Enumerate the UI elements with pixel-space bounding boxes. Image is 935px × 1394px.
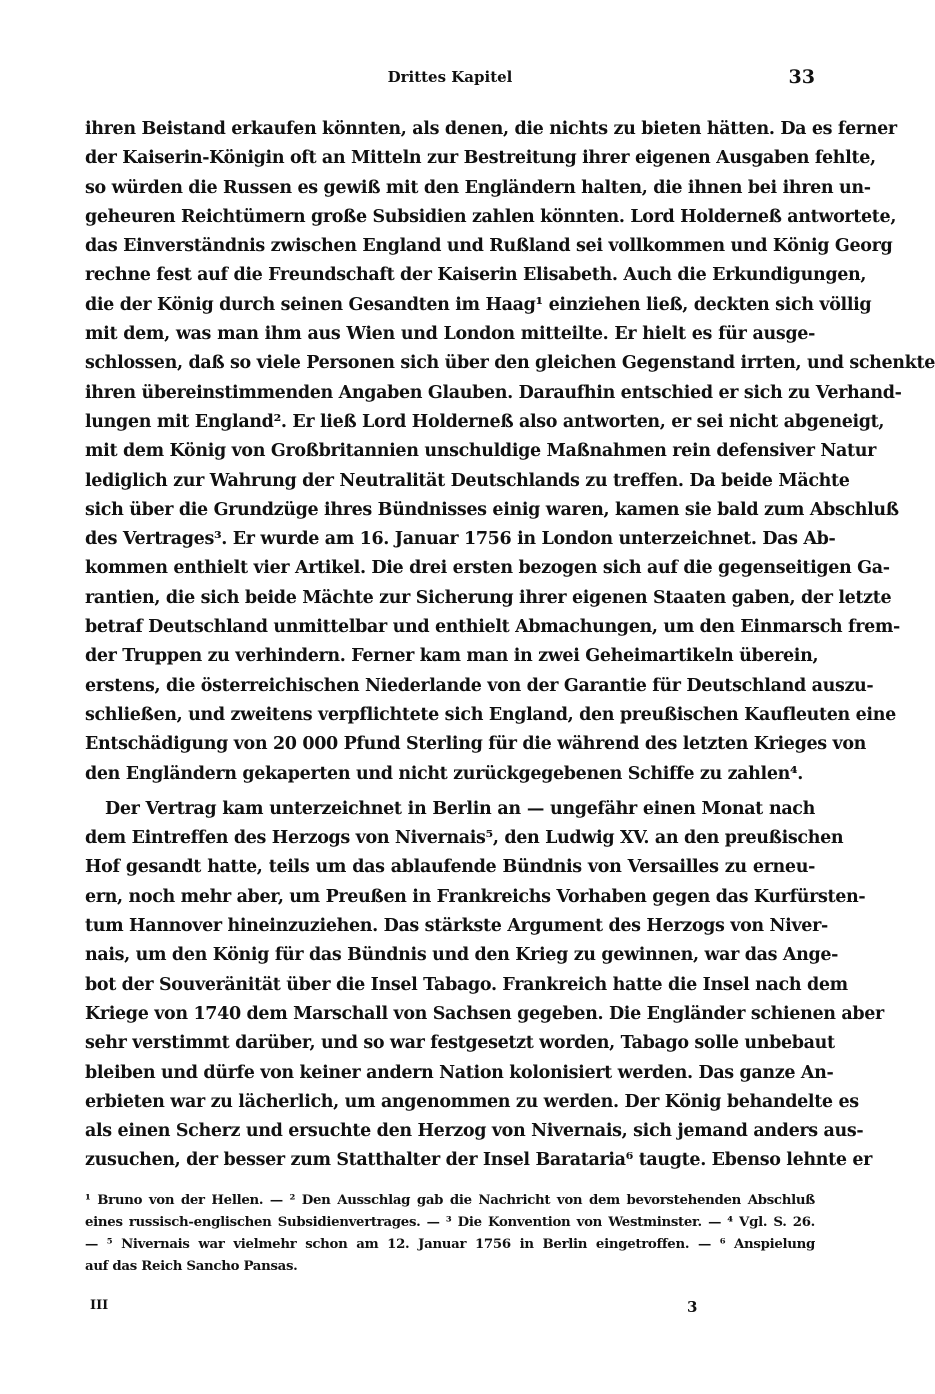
footnote-line: — ⁵ Nivernais war vielmehr schon am 12. Januar 1756 in Berlin eingetroffen. — ⁶ Anspielung [85, 1237, 815, 1252]
footnote-line: auf das Reich Sancho Pansas. [85, 1259, 298, 1274]
text-line: lediglich zur Wahrung der Neutralität Deutschlands zu treffen. Da beide Mächte [85, 470, 850, 491]
text-line: so würden die Russen es gewiß mit den Engländern halten, die ihnen bei ihren un- [85, 177, 871, 198]
text-line: die der König durch seinen Gesandten im Haag¹ einziehen ließ, deckten sich völlig [85, 294, 872, 315]
text-line: rantien, die sich beide Mächte zur Sicherung ihrer eigenen Staaten gaben, der letzte [85, 587, 892, 608]
text-line: sich über die Grundzüge ihres Bündnisses einig waren, kamen sie bald zum Abschluß [85, 499, 899, 520]
signature-mark-roman: III [90, 1298, 109, 1313]
footnote-line: eines russisch-englischen Subsidienvertrages. — ³ Die Konvention von Westminster. — ⁴ Vgl. S. 26. [85, 1215, 815, 1230]
text-line: zusuchen, der besser zum Statthalter der Insel Barataria⁶ taugte. Ebenso lehnte er [85, 1150, 873, 1171]
text-line: schlossen, daß so viele Personen sich über den gleichen Gegenstand irrten, und schenkte [85, 353, 935, 374]
text-line: mit dem König von Großbritannien unschuldige Maßnahmen rein defensiver Natur [85, 441, 876, 462]
text-line: Der Vertrag kam unterzeichnet in Berlin an — ungefähr einen Monat nach [105, 798, 815, 819]
text-line: der Truppen zu verhindern. Ferner kam man in zwei Geheimartikeln überein, [85, 646, 819, 667]
text-line: erstens, die österreichischen Niederlande von der Garantie für Deutschland auszu- [85, 675, 874, 696]
text-line: als einen Scherz und ersuchte den Herzog von Nivernais, sich jemand anders aus- [85, 1121, 864, 1142]
text-line: das Einverständnis zwischen England und Rußland sei vollkommen und König Georg [85, 236, 893, 257]
text-line: der Kaiserin-Königin oft an Mitteln zur Bestreitung ihrer eigenen Ausgaben fehlte, [85, 148, 876, 169]
text-line: ihren übereinstimmenden Angaben Glauben. Daraufhin entschied er sich zu Verhand- [85, 382, 902, 403]
footnotes [85, 1190, 815, 1278]
text-line: ern, noch mehr aber, um Preußen in Frankreichs Vorhaben gegen das Kurfürsten- [85, 886, 866, 907]
text-line: Hof gesandt hatte, teils um das ablaufende Bündnis von Versailles zu erneu- [85, 857, 815, 878]
text-line: kommen enthielt vier Artikel. Die drei ersten bezogen sich auf die gegenseitigen Ga- [85, 558, 890, 579]
text-line: erbieten war zu lächerlich, um angenommen zu werden. Der König behandelte es [85, 1091, 859, 1112]
text-line: tum Hannover hineinzuziehen. Das stärkste Argument des Herzogs von Niver- [85, 916, 828, 937]
text-line: lungen mit England². Er ließ Lord Holderneß also antworten, er sei nicht abgeneigt, [85, 411, 885, 432]
text-line: ihren Beistand erkaufen könnten, als denen, die nichts zu bieten hätten. Da es ferner [85, 119, 897, 139]
text-line: Entschädigung von 20 000 Pfund Sterling für die während des letzten Krieges von [85, 734, 867, 755]
text-line: bleiben und dürfe von keiner andern Nation kolonisiert werden. Das ganze An- [85, 1062, 834, 1083]
running-title: Drittes Kapitel [387, 68, 513, 86]
text-line: geheuren Reichtümern große Subsidien zahlen könnten. Lord Holderneß antwortete, [85, 206, 897, 227]
text-line: sehr verstimmt darüber, und so war festgesetzt worden, Tabago solle unbebaut [85, 1033, 835, 1054]
text-line: schließen, und zweitens verpflichtete sich England, den preußischen Kaufleuten eine [85, 704, 896, 725]
text-line: mit dem, was man ihm aus Wien und London mitteilte. Er hielt es für ausge- [85, 324, 815, 345]
page-footer [85, 1298, 815, 1322]
text-line: rechne fest auf die Freundschaft der Kaiserin Elisabeth. Auch die Erkundigungen, [85, 265, 867, 286]
text-line: nais, um den König für das Bündnis und den Krieg zu gewinnen, war das Ange- [85, 945, 839, 966]
text-line: dem Eintreffen des Herzogs von Nivernais⁵, den Ludwig XV. an den preußischen [85, 828, 844, 849]
signature-mark-number: 3 [687, 1298, 698, 1316]
body-text [85, 115, 935, 1176]
page-header [85, 62, 815, 92]
text-line: den Engländern gekaperten und nicht zurückgegebenen Schiffe zu zahlen⁴. [85, 763, 804, 784]
page-number: 33 [788, 66, 815, 88]
footnote-line: ¹ Bruno von der Hellen. — ² Den Ausschlag gab die Nachricht von dem bevorstehenden Abschluß [85, 1193, 815, 1208]
text-line: Kriege von 1740 dem Marschall von Sachsen gegeben. Die Engländer schienen aber [85, 1003, 884, 1024]
text-line: betraf Deutschland unmittelbar und enthielt Abmachungen, um den Einmarsch frem- [85, 617, 900, 638]
text-line: des Vertrages³. Er wurde am 16. Januar 1756 in London unterzeichnet. Das Ab- [85, 529, 836, 550]
text-line: bot der Souveränität über die Insel Tabago. Frankreich hatte die Insel nach dem [85, 974, 848, 995]
